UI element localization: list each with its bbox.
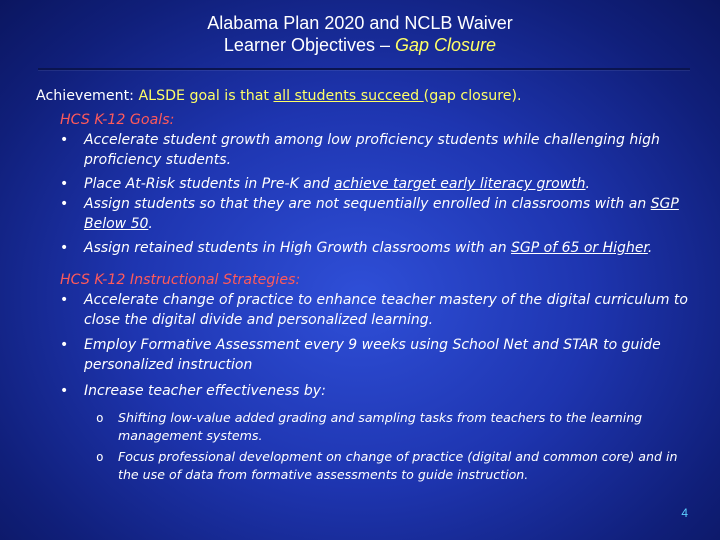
title-line-1: Alabama Plan 2020 and NCLB Waiver (207, 13, 513, 33)
goal-text: Place At-Risk students in Pre-K and (84, 176, 335, 192)
strategies-heading: HCS K-12 Instructional Strategies: (60, 272, 301, 288)
goal-end: . (585, 176, 590, 192)
slide-title (0, 12, 720, 56)
achievement-line (36, 86, 696, 106)
subitem-text: Shifting low-value added grading and sampling tasks from teachers to the learning management systems. (118, 410, 643, 443)
strategy-text: Employ Formative Assessment every 9 weeks using School Net and STAR to guide personalized instruction (84, 337, 661, 373)
goal-text: Assign retained students in High Growth classrooms with an (84, 240, 512, 256)
strategy-text: Increase teacher effectiveness by: (84, 383, 326, 399)
subitem-marker: o (96, 449, 104, 464)
goals-section (60, 110, 696, 258)
goals-heading: HCS K-12 Goals: (60, 112, 175, 128)
goal-item (60, 130, 696, 170)
strategy-subitem (80, 448, 696, 484)
strategies-section (60, 270, 696, 484)
achievement-prefix: ALSDE goal is that (138, 88, 274, 104)
title-divider (38, 68, 690, 70)
goal-underline: SGP Below 50 (84, 196, 679, 232)
goal-end: . (647, 240, 653, 256)
strategy-item (60, 290, 696, 330)
strategy-item (60, 381, 696, 401)
achievement-emphasis: all students succeed (273, 88, 424, 104)
goal-item (60, 194, 696, 234)
goal-item (60, 174, 696, 194)
achievement-label: Achievement: (36, 88, 134, 104)
goal-text: Accelerate student growth among low proficiency students while challenging high proficiency students. (84, 132, 660, 168)
page-number: 4 (681, 506, 688, 520)
goal-end: . (148, 216, 153, 232)
strategy-text: Accelerate change of practice to enhance teacher mastery of the digital curriculum to close the digital divide and personalized learning. (84, 292, 688, 328)
achievement-suffix: (gap closure). (423, 88, 522, 104)
goal-underline: achieve target early literacy growth (334, 176, 586, 192)
slide-body (36, 86, 696, 484)
title-line-2-prefix: Learner Objectives – (223, 35, 396, 55)
subitem-marker: o (96, 410, 104, 425)
goal-item (60, 238, 696, 258)
strategy-subitem (80, 409, 696, 445)
goal-text: Assign students so that they are not sequentially enrolled in classrooms with an (84, 196, 651, 212)
goal-underline: SGP of 65 or Higher (511, 240, 648, 256)
subitem-text: Focus professional development on change of practice (digital and common core) and in the use of data from formative assessments to guide instruction. (118, 449, 678, 482)
title-highlight: Gap Closure (395, 35, 497, 55)
title-line-2 (0, 34, 720, 56)
strategy-item (60, 335, 696, 375)
